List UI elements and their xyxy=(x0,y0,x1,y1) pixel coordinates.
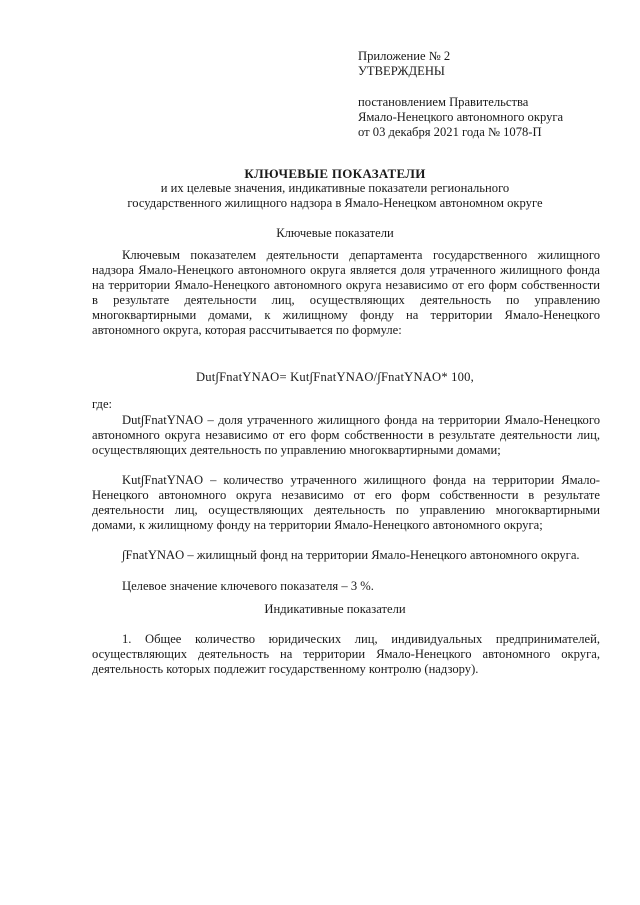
section-heading-indicative: Индикативные показатели xyxy=(264,602,406,616)
document-title xyxy=(70,166,600,211)
indicative-item-1: 1. Общее количество юридических лиц, индивидуальных предпринимателей, осуществляющих деятельность на территории Ямало-Ненецкого автономного округа, деятельность которых подлежит государственному контролю (надзору). xyxy=(92,632,600,676)
where-label: где: xyxy=(92,397,113,411)
formula: Dut∫FnatYNAO= Kut∫FnatYNAO/∫FnatYNAO* 100, xyxy=(195,370,475,384)
appendix-label: Приложение № 2 xyxy=(358,49,451,63)
approval-header xyxy=(358,49,628,140)
resolution-line: от 03 декабря 2021 года № 1078-П xyxy=(358,125,542,139)
key-indicator-paragraph: Ключевым показателем деятельности департамента государственного жилищного надзора Ямало-Ненецкого автономного округа является доля утраченного жилищного фонда на территории Ямало-Ненецкого автономного округа независимо от его форм собственности в результате деятельности лиц, осуществляющих деятельность по управлению многоквартирными домами, к жилищному фонду на территории Ямало-Ненецкого автономного округа, которая рассчитывается по формуле: xyxy=(92,248,600,337)
definition-kut: Kut∫FnatYNAO – количество утраченного жилищного фонда на территории Ямало-Ненецкого автономного округа независимо от его форм собственности в результате деятельности лиц, осуществляющих деятельность по управлению многоквартирными домами, к жилищному фонду на территории Ямало-Ненецкого автономного округа; xyxy=(92,473,600,532)
definition-dut: Dut∫FnatYNAO – доля утраченного жилищного фонда на территории Ямало-Ненецкого автономного округа независимо от его форм собственности в результате деятельности лиц, осуществляющих деятельность по управлению многоквартирными домами; xyxy=(92,413,600,457)
resolution-line: Ямало-Ненецкого автономного округа xyxy=(358,110,564,124)
definition-fund: ∫FnatYNAO – жилищный фонд на территории Ямало-Ненецкого автономного округа. xyxy=(122,548,580,562)
target-value: Целевое значение ключевого показателя – 3 %. xyxy=(122,579,374,593)
title-subtitle: государственного жилищного надзора в Ямало-Ненецком автономном округе xyxy=(127,196,543,210)
approved-label: УТВЕРЖДЕНЫ xyxy=(358,64,445,78)
title-main: КЛЮЧЕВЫЕ ПОКАЗАТЕЛИ xyxy=(244,166,426,181)
title-subtitle: и их целевые значения, индикативные показатели регионального xyxy=(160,181,510,195)
section-heading-key: Ключевые показатели xyxy=(276,226,394,240)
resolution-line: постановлением Правительства xyxy=(358,95,529,109)
